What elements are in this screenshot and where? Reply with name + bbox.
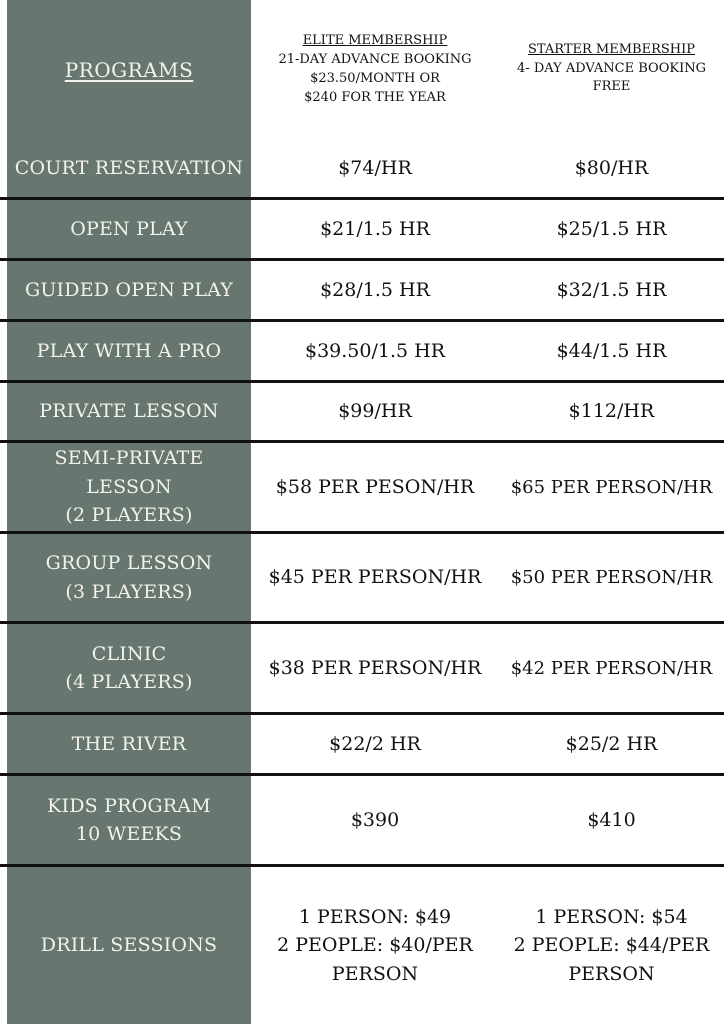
elite-booking-window: 21-DAY ADVANCE BOOKING [278, 52, 472, 68]
program-clinic: CLINIC (4 PLAYERS) [65, 642, 193, 693]
program-guided-open-play: GUIDED OPEN PLAY [24, 278, 234, 301]
elite-price-kids-program: $390 [350, 808, 400, 831]
elite-price-clinic: $38 PER PERSON/HR [268, 656, 482, 679]
starter-price-court-reservation: $80/HR [574, 157, 649, 180]
starter-price: FREE [592, 79, 631, 95]
program-group-lesson: GROUP LESSON (3 PLAYERS) [45, 552, 213, 603]
starter-price-kids-program: $410 [587, 808, 636, 831]
program-semi-private-lesson: SEMI-PRIVATE LESSON (2 PLAYERS) [54, 447, 204, 527]
elite-price-year: $240 FOR THE YEAR [304, 89, 446, 105]
starter-price-guided-open-play: $32/1.5 HR [556, 278, 667, 301]
program-the-river: THE RIVER [71, 732, 187, 755]
elite-price-month: $23.50/MONTH OR [310, 71, 440, 86]
program-kids-program: KIDS PROGRAM 10 WEEKS [47, 794, 211, 845]
programs-header: PROGRAMS [64, 58, 194, 82]
starter-price-open-play: $25/1.5 HR [556, 217, 667, 240]
starter-price-group-lesson: $50 PER PERSON/HR [510, 567, 713, 588]
program-open-play: OPEN PLAY [70, 217, 188, 240]
elite-price-semi-private-lesson: $58 PER PESON/HR [275, 475, 475, 498]
elite-price-court-reservation: $74/HR [338, 157, 412, 180]
program-play-with-a-pro: PLAY WITH A PRO [36, 339, 222, 362]
starter-membership-name: STARTER MEMBERSHIP [528, 41, 695, 57]
elite-membership-header [251, 22, 499, 118]
elite-price-group-lesson: $45 PER PERSON/HR [268, 566, 482, 589]
elite-price-play-with-a-pro: $39.50/1.5 HR [304, 339, 445, 362]
starter-price-play-with-a-pro: $44/1.5 HR [556, 339, 667, 362]
starter-price-clinic: $42 PER PERSON/HR [510, 657, 713, 679]
elite-price-the-river: $22/2 HR [329, 732, 421, 755]
program-court-reservation: COURT RESERVATION [14, 157, 244, 180]
program-private-lesson: PRIVATE LESSON [39, 400, 219, 423]
elite-price-private-lesson: $99/HR [338, 400, 412, 423]
starter-price-drill-sessions: 1 PERSON: $54 2 PEOPLE: $44/PER PERSON [513, 905, 710, 985]
elite-membership-name: ELITE MEMBERSHIP [302, 33, 448, 49]
starter-price-semi-private-lesson: $65 PER PERSON/HR [510, 476, 713, 498]
program-drill-sessions: DRILL SESSIONS [40, 934, 218, 957]
starter-price-the-river: $25/2 HR [565, 732, 658, 755]
starter-membership-header [499, 34, 724, 104]
elite-price-guided-open-play: $28/1.5 HR [320, 278, 430, 301]
elite-price-drill-sessions: 1 PERSON: $49 2 PEOPLE: $40/PER PERSON [277, 905, 473, 985]
starter-booking-window: 4- DAY ADVANCE BOOKING [517, 60, 706, 76]
elite-price-open-play: $21/1.5 HR [320, 217, 430, 240]
starter-price-private-lesson: $112/HR [568, 400, 655, 423]
